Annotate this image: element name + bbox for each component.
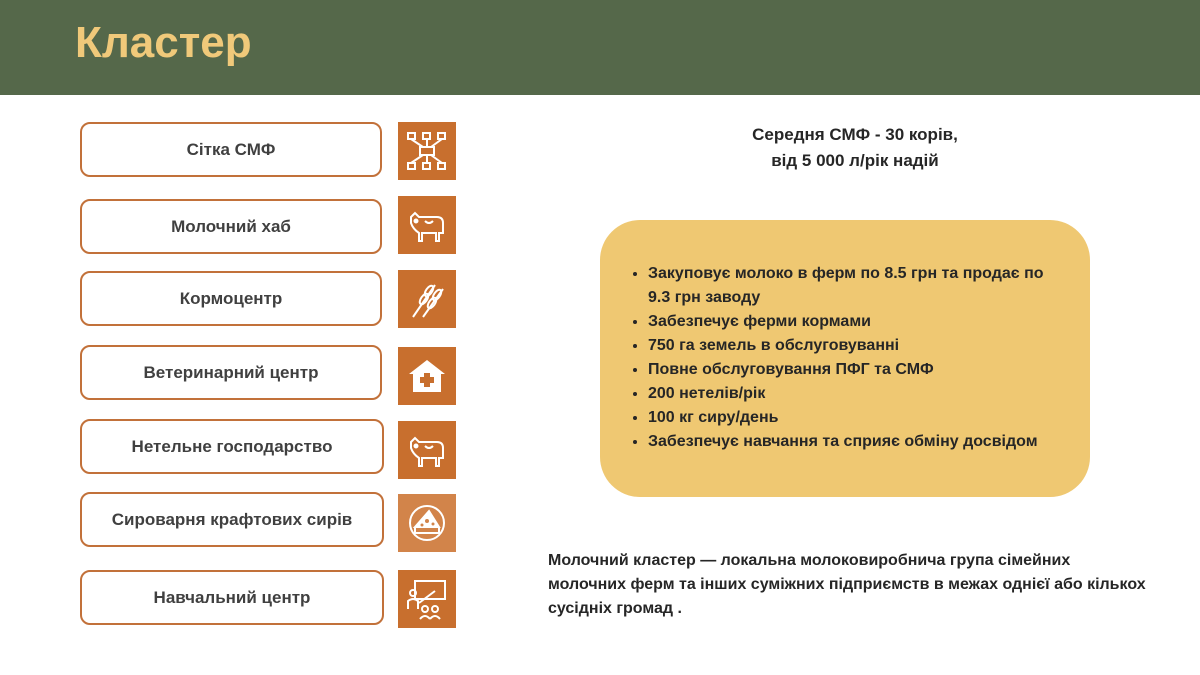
item-label: Сітка СМФ [186,139,276,159]
features-box [600,220,1090,497]
item-label: Сироварня крафтових сирів [111,509,353,529]
header-bar [0,0,1200,95]
page-title: Кластер [75,18,252,67]
item-netelne-hospodarstvo[interactable] [80,419,384,474]
item-molochnyi-khab[interactable] [80,199,382,254]
list-item: • Повне обслуговування ПФГ та СМФ [648,358,1048,382]
list-item: • Закуповує молоко в ферм по 8.5 грн та продає по 9.3 грн заводу [648,262,1048,310]
item-label: Навчальний центр [153,587,311,607]
item-sitka-smf[interactable] [80,122,382,177]
item-syrovarnia[interactable] [80,492,384,547]
cow-icon [398,421,456,479]
list-item: • 750 га земель в обслуговуванні [648,334,1048,358]
list-item: • Забезпечує навчання та сприяє обміну досвідом [648,430,1048,454]
farm-summary [700,122,1010,174]
vet-clinic-icon [398,347,456,405]
item-label: Ветеринарний центр [143,362,319,382]
wheat-icon [398,270,456,328]
network-icon [398,122,456,180]
item-label: Кормоцентр [179,288,283,308]
cow-icon [398,196,456,254]
teaching-icon [398,570,456,628]
farm-summary-line1: Середня СМФ - 30 корів, [752,125,958,144]
list-item: • 100 кг сиру/день [648,406,1048,430]
item-navchalnyi-tsentr[interactable] [80,570,384,625]
item-label: Нетельне господарство [131,436,333,456]
list-item: • 200 нетелів/рік [648,382,1048,406]
cluster-description: Молочний кластер — локальна молоковиробнича група сімейних молочних ферм та інших суміжних підприємств в межах однієї або кількох сусідніх громад . [548,552,1146,617]
farm-summary-line2: від 5 000 л/рік надій [771,151,939,170]
item-veterynarnyi-tsentr[interactable] [80,345,382,400]
list-item: • Забезпечує ферми кормами [648,310,1048,334]
item-label: Молочний хаб [171,216,291,236]
features-list [620,262,1048,454]
item-kormotsentr[interactable] [80,271,382,326]
cheese-icon [398,494,456,552]
